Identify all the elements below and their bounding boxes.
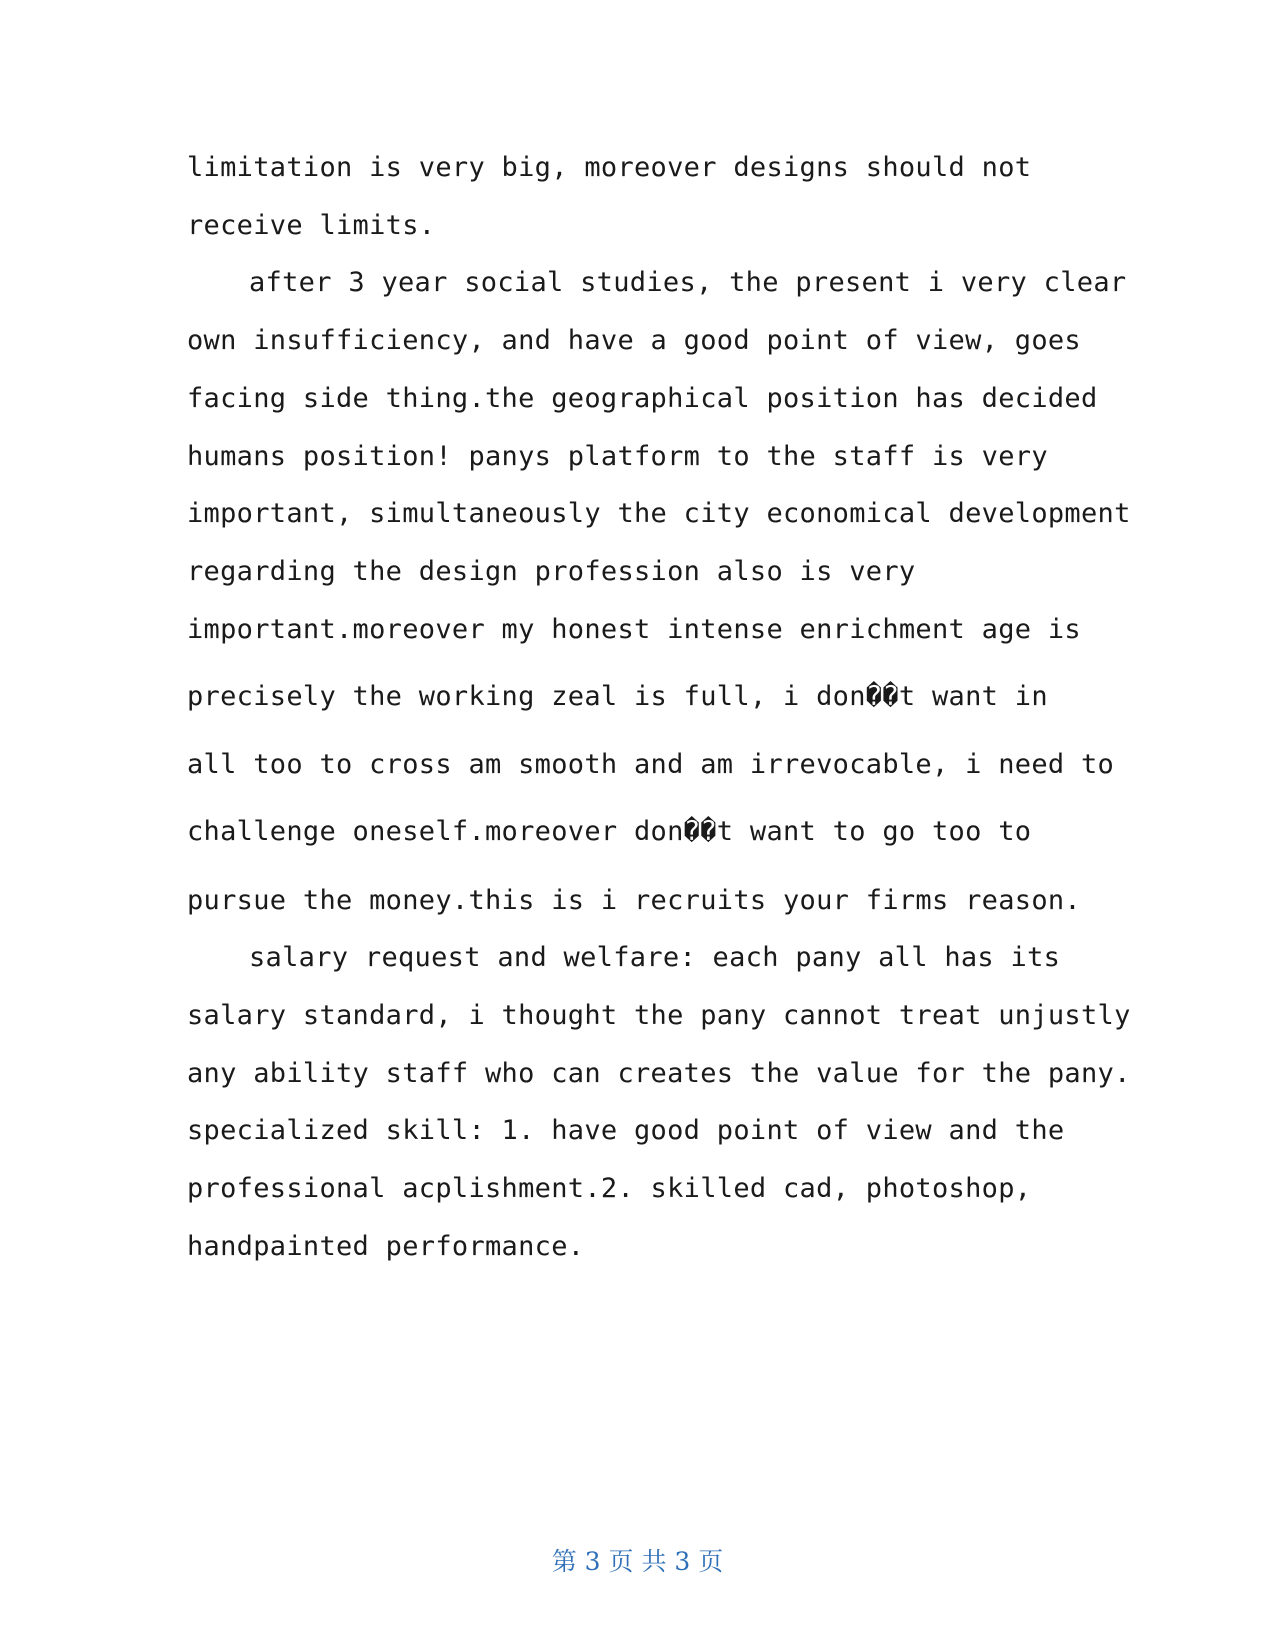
text-line: own insufficiency, and have a good point of view, goes [187,325,1081,356]
text-line: receive limits. [187,210,436,241]
text-line: specialized skill: 1. have good point of view and the [187,1115,1065,1146]
text-line: handpainted performance. [187,1231,585,1262]
text-line: professional acplishment.2. skilled cad, photoshop, [187,1173,1032,1204]
text-line: challenge oneself.moreover don��t want to go too to [187,816,1032,847]
text-line: humans position! panys platform to the staff is very [187,441,1048,472]
text-line: important, simultaneously the city economical development [187,498,1131,529]
text-line: facing side thing.the geographical position has decided [187,383,1098,414]
text-line: any ability staff who can creates the value for the pany. [187,1058,1131,1089]
page-footer [0,1545,1275,1579]
paragraph-start-line: salary request and welfare: each pany all has its [249,942,1061,973]
text-line: regarding the design profession also is very [187,556,916,587]
text-line: limitation is very big, moreover designs should not [187,152,1032,183]
paragraph-start-line: after 3 year social studies, the present i very clear [249,267,1127,298]
text-line: all too to cross am smooth and am irrevocable, i need to [187,749,1115,780]
text-line: pursue the money.this is i recruits your firms reason. [187,885,1081,916]
text-line: precisely the working zeal is full, i don��t want in [187,681,1048,712]
page-number: 第 3 页 共 3 页 [551,1547,724,1576]
text-line: important.moreover my honest intense enrichment age is [187,614,1081,645]
text-line: salary standard, i thought the pany cannot treat unjustly [187,1000,1131,1031]
